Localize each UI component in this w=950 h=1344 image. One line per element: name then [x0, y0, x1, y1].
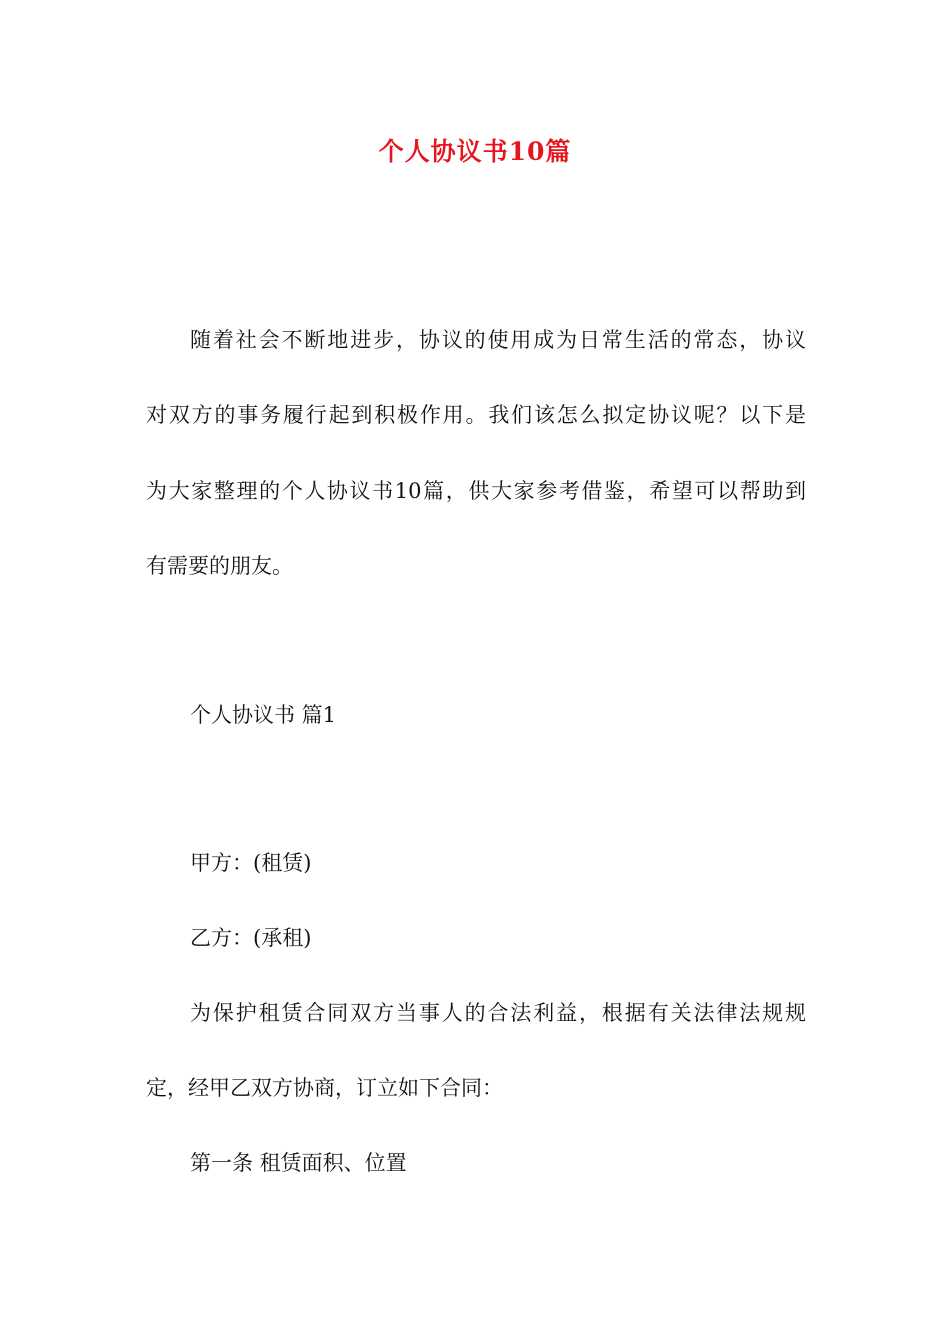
intro-paragraph-line-3: 为大家整理的个人协议书10篇，供大家参考借鉴，希望可以帮助到 — [146, 479, 806, 503]
party-b-line: 乙方：(承租) — [190, 926, 312, 950]
section-heading: 个人协议书 篇1 — [190, 703, 337, 727]
intro-paragraph-line-2: 对双方的事务履行起到积极作用。我们该怎么拟定协议呢？以下是 — [146, 403, 806, 427]
article-1-heading: 第一条 租赁面积、位置 — [190, 1151, 407, 1175]
purpose-paragraph-line-2: 定，经甲乙双方协商，订立如下合同： — [146, 1076, 503, 1100]
purpose-paragraph-line-1: 为保护租赁合同双方当事人的合法利益，根据有关法律法规规 — [190, 1001, 806, 1025]
document-title: 个人协议书10篇 — [378, 137, 572, 166]
intro-paragraph-line-4: 有需要的朋友。 — [146, 554, 293, 578]
party-a-line: 甲方：(租赁) — [190, 851, 312, 875]
intro-paragraph-line-1: 随着社会不断地进步，协议的使用成为日常生活的常态，协议 — [190, 328, 806, 352]
